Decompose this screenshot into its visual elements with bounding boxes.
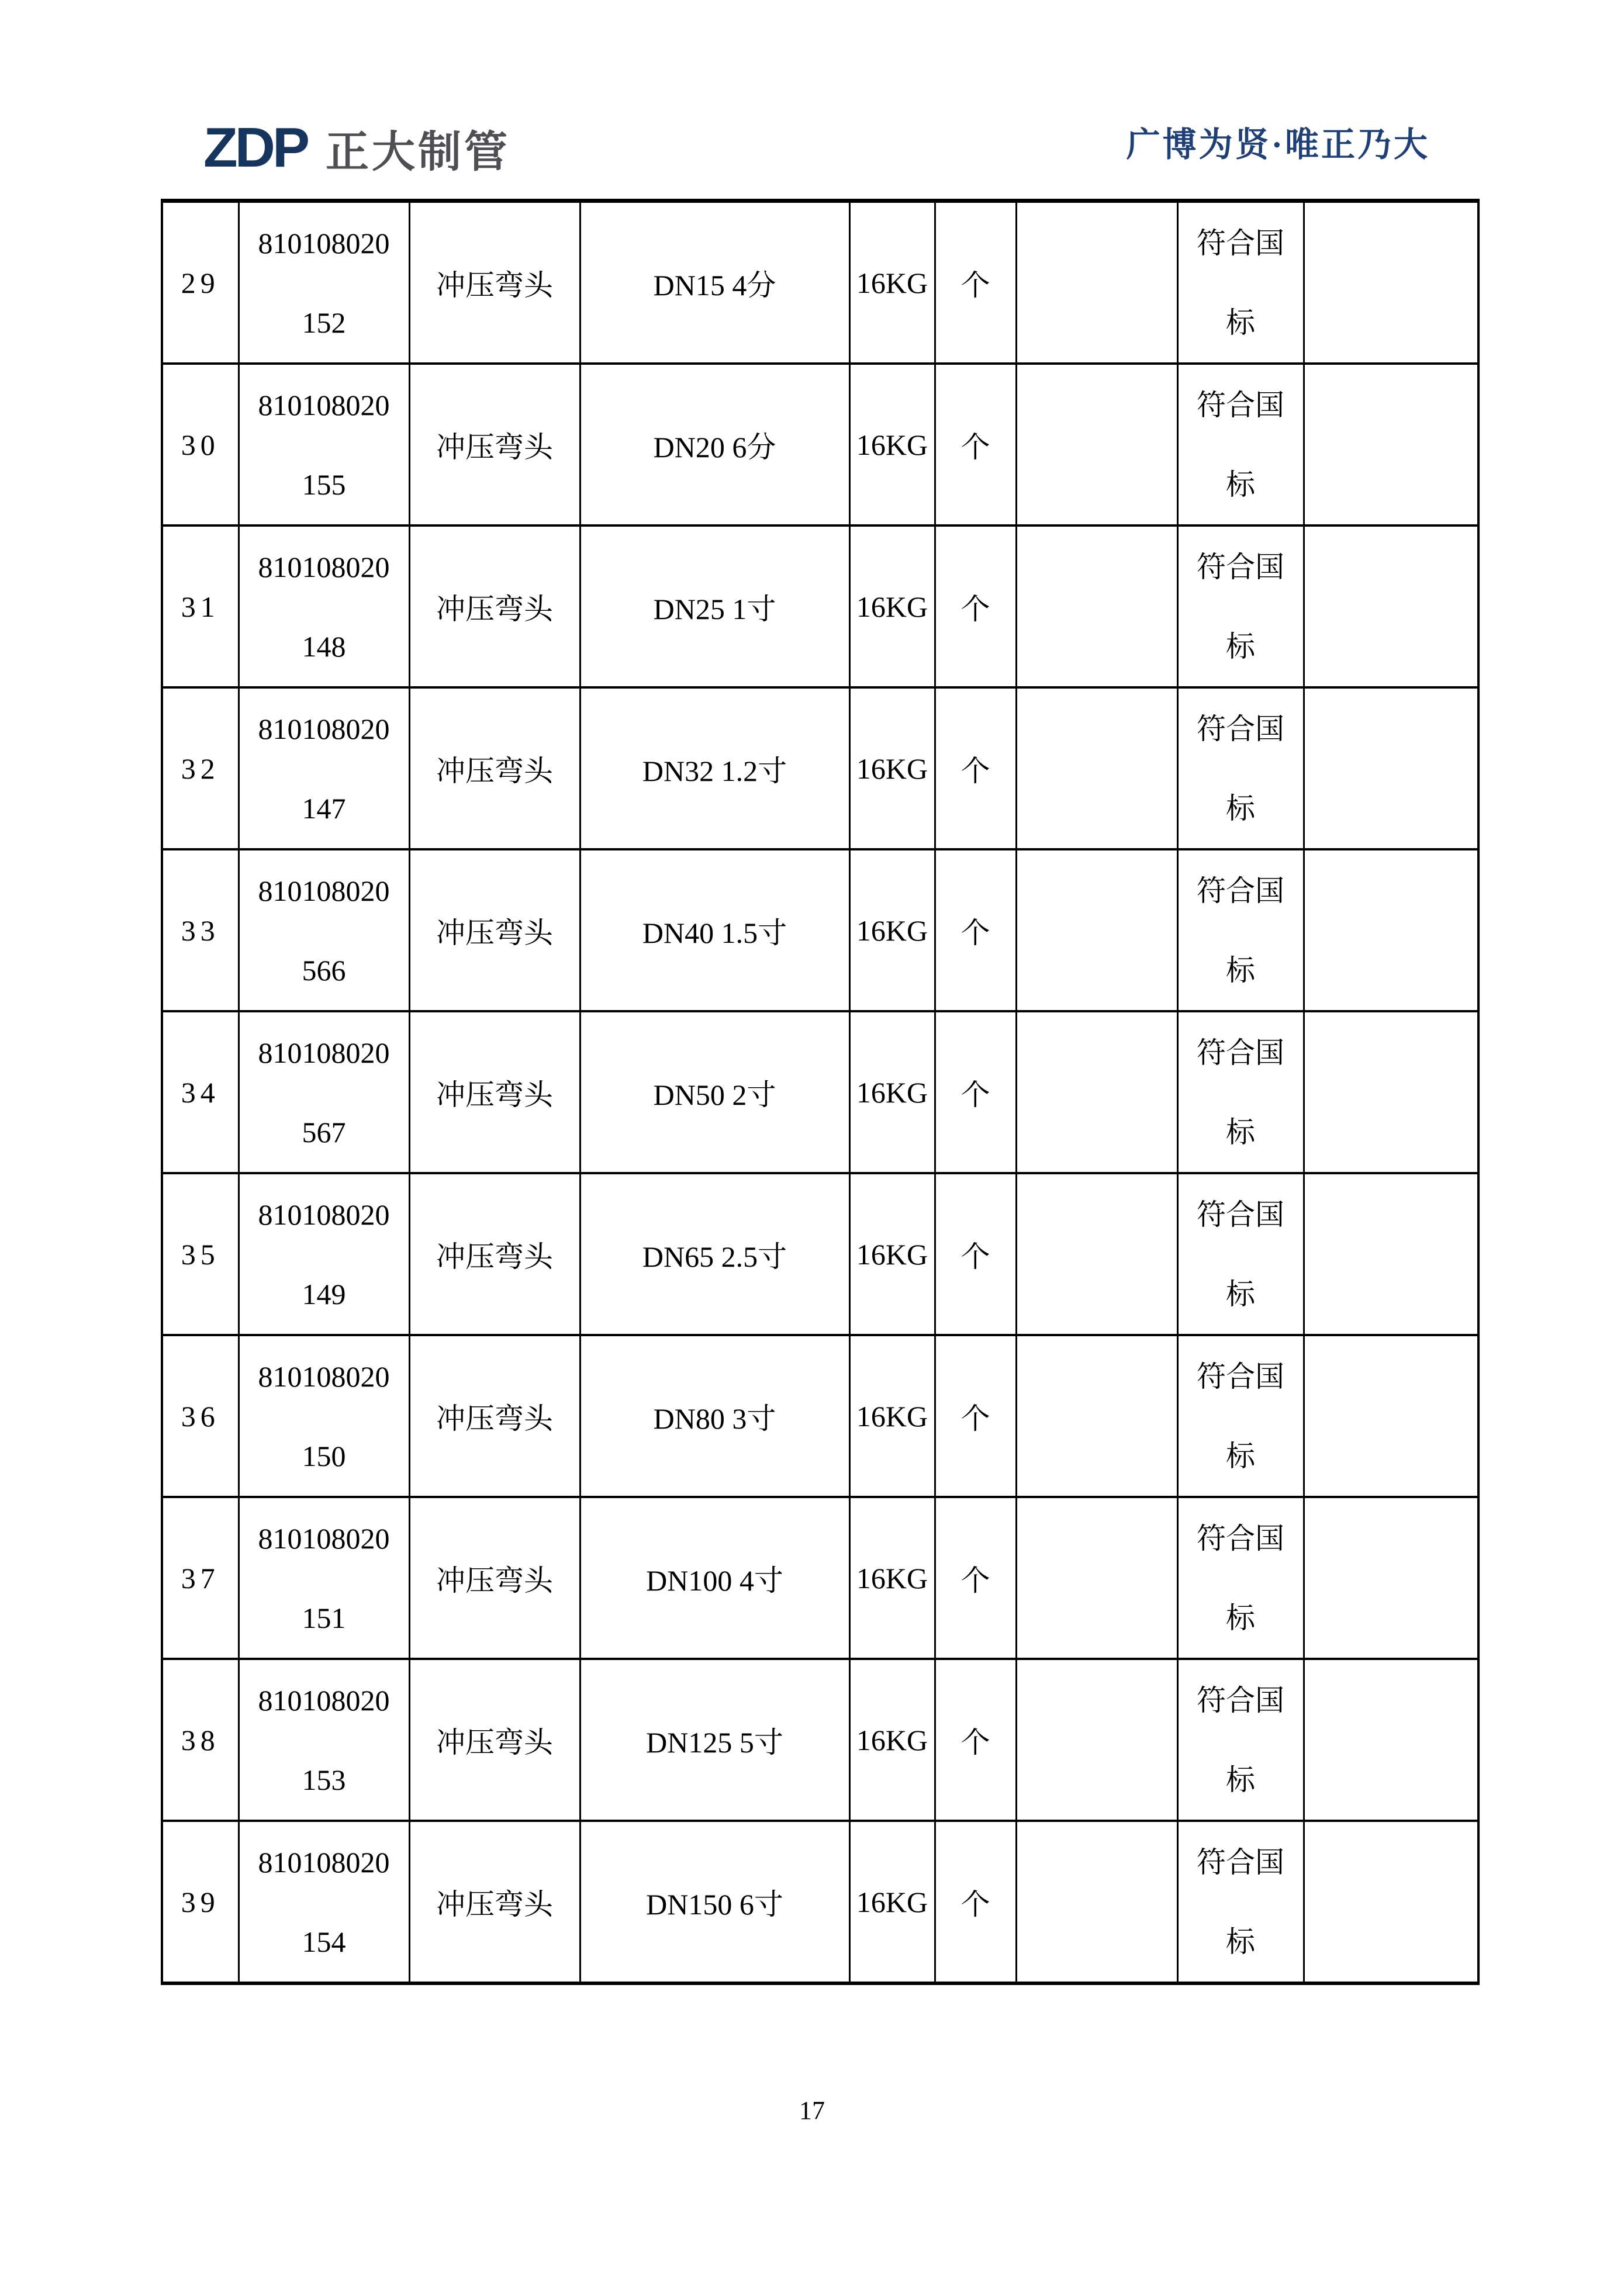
page-header	[203, 116, 1430, 179]
unit-cell: 个	[935, 525, 1016, 687]
remark-text: 符合国标	[1197, 1522, 1284, 1634]
blank-cell	[1304, 1011, 1478, 1173]
remark-cell	[1177, 1173, 1304, 1335]
row-number-cell: 33	[162, 849, 239, 1011]
material-code-text: 810108020151	[258, 1522, 390, 1634]
material-code-text: 810108020150	[258, 1360, 390, 1472]
spec-cell: DN40 1.5寸	[580, 849, 849, 1011]
unit-cell: 个	[935, 1173, 1016, 1335]
blank-cell	[1304, 1173, 1478, 1335]
material-code-cell	[239, 849, 409, 1011]
row-number-cell: 36	[162, 1335, 239, 1497]
pressure-cell: 16KG	[849, 1011, 935, 1173]
blank-cell	[1304, 201, 1478, 364]
pressure-cell: 16KG	[849, 1659, 935, 1821]
remark-cell	[1177, 1335, 1304, 1497]
pressure-cell: 16KG	[849, 1821, 935, 1983]
table-row	[162, 1497, 1478, 1659]
table-row	[162, 364, 1478, 525]
remark-cell	[1177, 525, 1304, 687]
logo-zdp-text: ZDP	[203, 116, 307, 179]
blank-cell	[1304, 1335, 1478, 1497]
unit-cell: 个	[935, 849, 1016, 1011]
remark-text: 符合国标	[1197, 1036, 1284, 1149]
product-name-cell: 冲压弯头	[409, 1335, 580, 1497]
material-code-text: 810108020567	[258, 1036, 390, 1149]
table-row	[162, 1011, 1478, 1173]
remark-text: 符合国标	[1197, 388, 1284, 501]
company-logo	[203, 116, 510, 179]
spec-cell: DN20 6分	[580, 364, 849, 525]
unit-cell: 个	[935, 687, 1016, 849]
blank-cell	[1016, 1335, 1177, 1497]
blank-cell	[1304, 687, 1478, 849]
product-name-cell: 冲压弯头	[409, 849, 580, 1011]
material-code-cell	[239, 1335, 409, 1497]
material-code-cell	[239, 1821, 409, 1983]
unit-cell: 个	[935, 1821, 1016, 1983]
row-number-cell: 37	[162, 1497, 239, 1659]
product-name-cell: 冲压弯头	[409, 1173, 580, 1335]
remark-text: 符合国标	[1197, 1683, 1284, 1796]
spec-cell: DN150 6寸	[580, 1821, 849, 1983]
remark-text: 符合国标	[1197, 550, 1284, 663]
remark-text: 符合国标	[1197, 226, 1284, 339]
table-row	[162, 1335, 1478, 1497]
blank-cell	[1016, 201, 1177, 364]
remark-cell	[1177, 849, 1304, 1011]
pressure-cell: 16KG	[849, 1335, 935, 1497]
blank-cell	[1016, 849, 1177, 1011]
blank-cell	[1304, 364, 1478, 525]
table-row	[162, 1173, 1478, 1335]
remark-text: 符合国标	[1197, 1360, 1284, 1472]
row-number-cell: 30	[162, 364, 239, 525]
remark-text: 符合国标	[1197, 1198, 1284, 1310]
pressure-cell: 16KG	[849, 687, 935, 849]
material-code-text: 810108020148	[258, 550, 390, 663]
product-table	[161, 199, 1480, 1985]
material-code-cell	[239, 1497, 409, 1659]
table-row	[162, 849, 1478, 1011]
row-number-cell: 39	[162, 1821, 239, 1983]
spec-cell: DN80 3寸	[580, 1335, 849, 1497]
pressure-cell: 16KG	[849, 201, 935, 364]
blank-cell	[1016, 1821, 1177, 1983]
material-code-text: 810108020154	[258, 1845, 390, 1958]
table-row	[162, 525, 1478, 687]
product-name-cell: 冲压弯头	[409, 201, 580, 364]
blank-cell	[1016, 1011, 1177, 1173]
blank-cell	[1304, 1497, 1478, 1659]
spec-cell: DN65 2.5寸	[580, 1173, 849, 1335]
material-code-text: 810108020155	[258, 388, 390, 501]
material-code-cell	[239, 364, 409, 525]
remark-cell	[1177, 364, 1304, 525]
pressure-cell: 16KG	[849, 1173, 935, 1335]
row-number-cell: 32	[162, 687, 239, 849]
blank-cell	[1016, 364, 1177, 525]
unit-cell: 个	[935, 1335, 1016, 1497]
table-row	[162, 687, 1478, 849]
pressure-cell: 16KG	[849, 849, 935, 1011]
material-code-text: 810108020153	[258, 1683, 390, 1796]
company-slogan-text: 广博为贤·唯正乃大	[1126, 126, 1430, 164]
product-name-cell: 冲压弯头	[409, 525, 580, 687]
unit-cell: 个	[935, 1659, 1016, 1821]
table-row	[162, 201, 1478, 364]
unit-cell: 个	[935, 1497, 1016, 1659]
blank-cell	[1016, 525, 1177, 687]
pressure-cell: 16KG	[849, 525, 935, 687]
table-row	[162, 1659, 1478, 1821]
remark-text: 符合国标	[1197, 712, 1284, 825]
material-code-cell	[239, 687, 409, 849]
blank-cell	[1304, 525, 1478, 687]
remark-text: 符合国标	[1197, 874, 1284, 987]
spec-cell: DN32 1.2寸	[580, 687, 849, 849]
page-number: 17	[799, 2096, 825, 2125]
material-code-cell	[239, 201, 409, 364]
remark-cell	[1177, 1821, 1304, 1983]
material-code-text: 810108020147	[258, 712, 390, 825]
blank-cell	[1016, 1497, 1177, 1659]
remark-cell	[1177, 1659, 1304, 1821]
spec-cell: DN50 2寸	[580, 1011, 849, 1173]
row-number-cell: 38	[162, 1659, 239, 1821]
pressure-cell: 16KG	[849, 364, 935, 525]
blank-cell	[1304, 1659, 1478, 1821]
material-code-cell	[239, 525, 409, 687]
unit-cell: 个	[935, 201, 1016, 364]
row-number-cell: 35	[162, 1173, 239, 1335]
material-code-text: 810108020152	[258, 226, 390, 339]
product-name-cell: 冲压弯头	[409, 1011, 580, 1173]
spec-cell: DN25 1寸	[580, 525, 849, 687]
material-code-cell	[239, 1011, 409, 1173]
material-code-cell	[239, 1659, 409, 1821]
row-number-cell: 29	[162, 201, 239, 364]
spec-cell: DN15 4分	[580, 201, 849, 364]
blank-cell	[1016, 1659, 1177, 1821]
pressure-cell: 16KG	[849, 1497, 935, 1659]
blank-cell	[1304, 1821, 1478, 1983]
unit-cell: 个	[935, 1011, 1016, 1173]
spec-cell: DN125 5寸	[580, 1659, 849, 1821]
row-number-cell: 31	[162, 525, 239, 687]
product-name-cell: 冲压弯头	[409, 364, 580, 525]
table-row	[162, 1821, 1478, 1983]
product-name-cell: 冲压弯头	[409, 687, 580, 849]
material-code-text: 810108020149	[258, 1198, 390, 1310]
row-number-cell: 34	[162, 1011, 239, 1173]
blank-cell	[1304, 849, 1478, 1011]
product-table-body	[162, 201, 1478, 1984]
product-name-cell: 冲压弯头	[409, 1497, 580, 1659]
product-name-cell: 冲压弯头	[409, 1659, 580, 1821]
blank-cell	[1016, 687, 1177, 849]
remark-cell	[1177, 201, 1304, 364]
remark-cell	[1177, 1497, 1304, 1659]
remark-cell	[1177, 1011, 1304, 1173]
blank-cell	[1016, 1173, 1177, 1335]
spec-cell: DN100 4寸	[580, 1497, 849, 1659]
product-name-cell: 冲压弯头	[409, 1821, 580, 1983]
material-code-text: 810108020566	[258, 874, 390, 987]
remark-text: 符合国标	[1197, 1845, 1284, 1958]
remark-cell	[1177, 687, 1304, 849]
company-name-text: 正大制管	[326, 127, 510, 176]
unit-cell: 个	[935, 364, 1016, 525]
material-code-cell	[239, 1173, 409, 1335]
